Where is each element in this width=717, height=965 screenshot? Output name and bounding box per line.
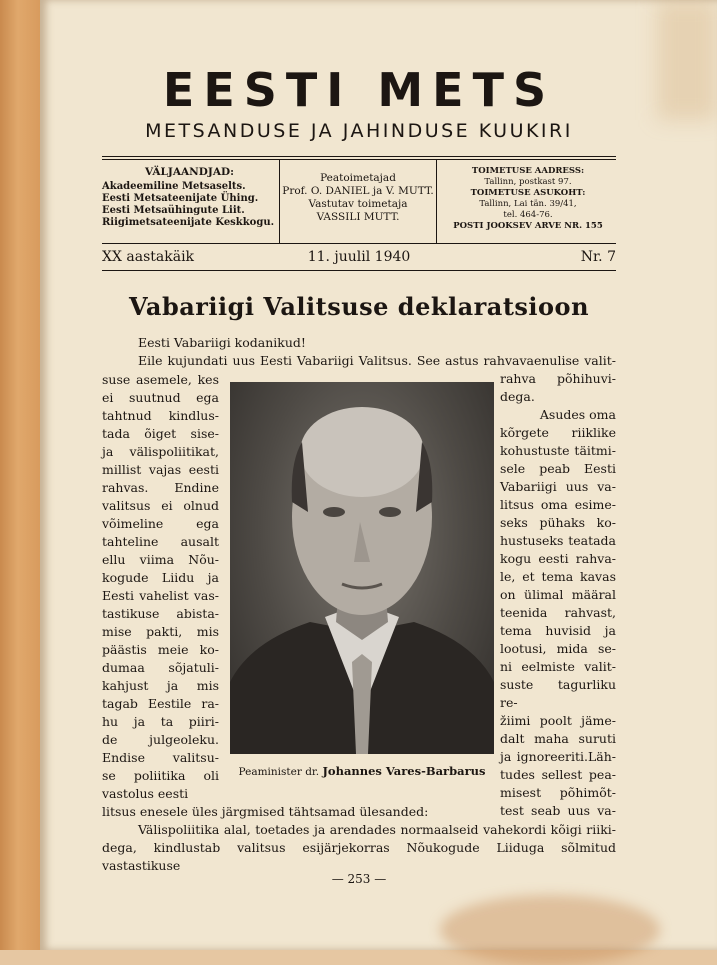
- publishers-box: [102, 166, 277, 229]
- paper-stain: [657, 0, 717, 120]
- article-line: Endise valitsu-: [102, 750, 219, 765]
- portrait-figure: [230, 382, 494, 754]
- article-line: kohustuste täitmi-: [500, 443, 616, 458]
- publisher-line: Eesti Metsaühingute Liit.: [102, 205, 245, 216]
- article-line: ni eelmiste valit-: [500, 659, 616, 674]
- publisher-line: Riigimetsateenijate Keskkogu.: [102, 217, 275, 228]
- column-divider: [279, 160, 280, 244]
- article-line: kõrgete riiklike: [500, 425, 616, 440]
- masthead-title: EESTI METS: [162, 63, 556, 117]
- article-line: Eesti vahelist vas-: [102, 588, 219, 603]
- article-line: rahvas. Endine: [102, 480, 219, 495]
- column-divider: [436, 160, 437, 244]
- article-line: tahtnud kindlus-: [102, 408, 219, 423]
- article-line: de julgeoleku.: [102, 732, 219, 747]
- editors-line: Prof. O. DANIEL ja V. MUTT.: [282, 185, 434, 197]
- article-line: kogude Liidu ja: [102, 570, 219, 585]
- article-line: suse asemele, kes: [102, 372, 219, 387]
- article-line: rahva põhihuvi-: [500, 371, 616, 386]
- article-left-column: [102, 371, 219, 803]
- article-line: tahteline ausalt: [102, 534, 219, 549]
- article-line: vastolus eesti: [102, 786, 189, 801]
- article-line: le, et tema kavas: [500, 569, 616, 584]
- masthead-subtitle: METSANDUSE JA JAHINDUSE KUUKIRI: [145, 120, 573, 142]
- article-line: ellu viima Nõu-: [102, 552, 219, 567]
- magazine-spine: [0, 0, 40, 950]
- dateline-rule: [102, 270, 616, 271]
- article-continuation: Välispoliitika alal, toetades ja arendades normaalseid vahekordi kõigi riiki-: [138, 822, 616, 837]
- article-line: Vabariigi uus va-: [500, 479, 616, 494]
- article-line: kahjust ja mis: [102, 678, 219, 693]
- photo-caption: [230, 764, 494, 778]
- editors-line: VASSILI MUTT.: [316, 211, 400, 223]
- article-line: hustuseks teatada: [500, 533, 616, 548]
- address-line: POSTI JOOKSEV ARVE NR. 155: [453, 221, 603, 231]
- portrait-photo: [230, 382, 494, 754]
- header-top-rule: [102, 156, 616, 157]
- issue-date: 11. juulil 1940: [307, 249, 411, 265]
- article-intro: Eile kujundati uus Eesti Vabariigi Valitsus. See astus rahvavaenulise valit-: [138, 353, 616, 368]
- article-line: litsus oma esime-: [500, 497, 616, 512]
- page-number: — 253 —: [331, 872, 387, 886]
- publishers-heading: VÄLJAANDJAD:: [145, 166, 234, 178]
- article-line: tudes sellest pea-: [500, 767, 616, 782]
- article-line: mise pakti, mis: [102, 624, 219, 639]
- article-line: Asudes oma: [539, 407, 616, 422]
- address-line: Tallinn, Lai tän. 39/41,: [479, 199, 577, 209]
- article-line: test seab uus va-: [500, 803, 616, 818]
- editors-box: [281, 172, 435, 224]
- article-line: žiimi poolt jäme-: [500, 713, 616, 728]
- article-line: tada õiget sise-: [102, 426, 219, 441]
- article-line: dumaa sõjatuli-: [102, 660, 219, 675]
- article-line: teenida rahvast,: [500, 605, 616, 620]
- article-line: dalt maha suruti: [500, 731, 616, 746]
- article-continuation: litsus enesele üles järgmised tähtsamad ülesanded:: [102, 804, 429, 819]
- editors-line: Vastutav toimetaja: [308, 198, 408, 210]
- article-line: ja välispoliitikat,: [102, 444, 219, 459]
- header-bottom-rule: [102, 243, 616, 244]
- paper-stain: [440, 895, 660, 965]
- article-line: valitsus ei olnud: [102, 498, 219, 513]
- address-line: tel. 464-76.: [503, 210, 553, 220]
- article-line: seks pühaks ko-: [500, 515, 616, 530]
- article-right-column: [500, 370, 616, 820]
- article-line: millist vajas eesti: [102, 462, 219, 477]
- publisher-line: Akadeemiline Metsaselts.: [102, 181, 246, 192]
- article-line: dega.: [500, 389, 535, 404]
- issue-number: Nr. 7: [580, 249, 616, 265]
- article-line: ei suutnud ega: [102, 390, 219, 405]
- article-line: lootusi, mida se-: [500, 641, 616, 656]
- article-line: tastikuse abista-: [102, 606, 219, 621]
- header-top-rule: [102, 159, 616, 160]
- article-line: päästis meie ko-: [102, 642, 219, 657]
- address-line: TOIMETUSE ASUKOHT:: [470, 188, 586, 198]
- address-line: Tallinn, postkast 97.: [484, 177, 572, 187]
- article-line: ja ignoreeriti.Läh-: [500, 749, 616, 764]
- article-line: sele peab Eesti: [500, 461, 616, 476]
- article-line: võimeline ega: [102, 516, 219, 531]
- article-line: hu ja ta piiri-: [102, 714, 219, 729]
- caption-prefix: Peaminister dr.: [238, 766, 320, 778]
- article-continuation: dega, kindlustab valitsus esijärjekorras Nõukogude Liiduga sõlmitud vastastikuse: [102, 840, 616, 873]
- address-box: [440, 166, 616, 232]
- article-line: tagab Eestile ra-: [102, 696, 219, 711]
- caption-name: Johannes Vares-Barbarus: [322, 764, 486, 778]
- editors-line: Peatoimetajad: [320, 172, 396, 184]
- address-line: TOIMETUSE AADRESS:: [471, 166, 585, 176]
- publisher-line: Eesti Metsateenijate Ühing.: [102, 193, 259, 204]
- article-line: misest põhimõt-: [500, 785, 616, 800]
- article-line: suste tagurliku re-: [500, 677, 616, 710]
- article-title: Vabariigi Valitsuse deklaratsioon: [128, 292, 590, 321]
- article-line: kogu eesti rahva-: [500, 551, 616, 566]
- article-salutation: Eesti Vabariigi kodanikud!: [138, 335, 306, 350]
- article-line: se poliitika oli: [102, 768, 219, 783]
- article-line: on ülimal määral: [500, 587, 616, 602]
- volume-label: XX aastakäik: [102, 249, 195, 265]
- article-line: tema huvisid ja: [500, 623, 616, 638]
